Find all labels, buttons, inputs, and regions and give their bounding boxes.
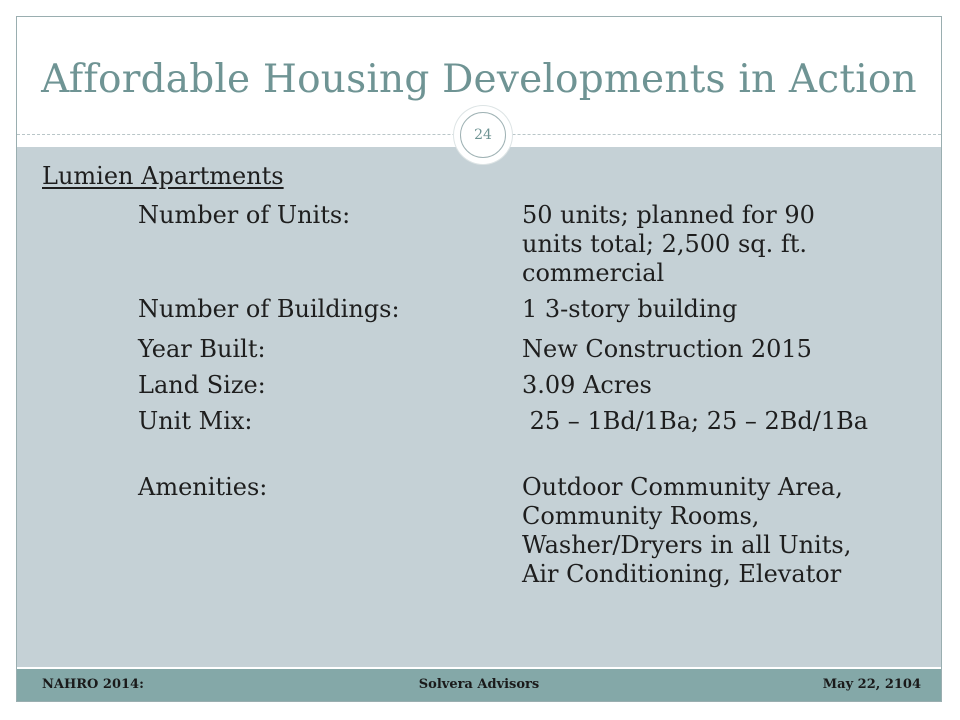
buildings-label: Number of Buildings: (138, 295, 400, 323)
buildings-value: 1 3-story building (522, 295, 738, 323)
amenities-label: Amenities: (138, 473, 268, 501)
footer-bar (17, 669, 941, 701)
slide-title: Affordable Housing Developments in Action (41, 57, 917, 102)
footer-company: Solvera Advisors (418, 677, 540, 692)
units-value: 50 units; planned for 90 units total; 2,500 sq. ft. commercial (522, 201, 815, 287)
slide-number-badge (454, 106, 512, 164)
unit-mix-label: Unit Mix: (138, 407, 253, 435)
footer-date: May 22, 2104 (822, 677, 921, 692)
year-built-label: Year Built: (138, 335, 266, 363)
land-size-label: Land Size: (138, 371, 266, 399)
units-label: Number of Units: (138, 201, 351, 229)
year-built-value: New Construction 2015 (522, 335, 812, 363)
unit-mix-value: 25 – 1Bd/1Ba; 25 – 2Bd/1Ba (522, 407, 869, 435)
property-name: Lumien Apartments (42, 162, 284, 190)
amenities-value: Outdoor Community Area, Community Rooms, Washer/Dryers in all Units, Air Conditioning, Elevator (522, 473, 852, 588)
land-size-value: 3.09 Acres (522, 371, 652, 399)
slide-number: 24 (460, 112, 506, 158)
footer-event: NAHRO 2014: (42, 677, 144, 692)
